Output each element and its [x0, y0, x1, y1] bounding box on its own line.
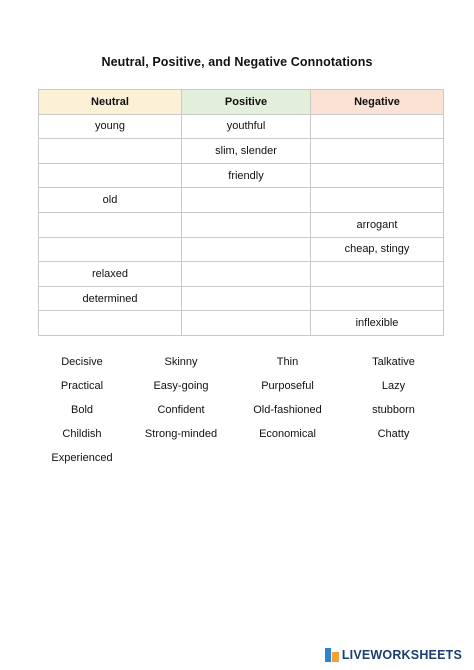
word-bank-item[interactable]: Old-fashioned [253, 404, 322, 416]
header-negative: Negative [311, 90, 444, 115]
table-row [39, 188, 444, 213]
table-row [39, 237, 444, 262]
table-cell[interactable]: young [39, 114, 182, 139]
table-row [39, 212, 444, 237]
liveworksheets-logo [325, 648, 462, 662]
word-bank-item[interactable]: Skinny [164, 356, 198, 368]
word-bank-item[interactable]: stubborn [372, 404, 415, 416]
table-row [39, 163, 444, 188]
table-cell[interactable] [39, 237, 182, 262]
table-cell[interactable] [39, 139, 182, 164]
table-header-row [39, 90, 444, 115]
word-bank-item[interactable]: Thin [276, 356, 299, 368]
word-bank-item[interactable]: Bold [70, 404, 94, 416]
table-cell[interactable]: old [39, 188, 182, 213]
word-bank-item[interactable]: Easy-going [153, 380, 209, 392]
word-bank-item[interactable]: Talkative [372, 356, 415, 368]
table-cell[interactable] [39, 311, 182, 336]
word-bank [38, 350, 448, 470]
table-row [39, 139, 444, 164]
table-cell[interactable]: friendly [182, 163, 311, 188]
word-bank-item[interactable]: Childish [62, 428, 102, 440]
table-cell[interactable] [311, 114, 444, 139]
table-row [39, 262, 444, 287]
table-row [39, 114, 444, 139]
table-cell[interactable] [182, 262, 311, 287]
table-cell[interactable] [182, 286, 311, 311]
word-bank-item[interactable]: Experienced [51, 452, 113, 464]
table-cell[interactable] [311, 286, 444, 311]
table-cell[interactable] [311, 139, 444, 164]
table-cell[interactable] [182, 311, 311, 336]
header-positive: Positive [182, 90, 311, 115]
word-bank-item[interactable]: Strong-minded [144, 428, 218, 440]
word-bank-item[interactable]: Practical [60, 380, 104, 392]
table-cell[interactable] [182, 237, 311, 262]
word-bank-item[interactable]: Confident [157, 404, 205, 416]
logo-text: LIVEWORKSHEETS [341, 648, 462, 662]
page-title: Neutral, Positive, and Negative Connotations [101, 55, 373, 69]
table-cell[interactable] [311, 262, 444, 287]
connotations-table [38, 89, 444, 336]
table-row [39, 286, 444, 311]
table-row [39, 311, 444, 336]
table-cell[interactable] [39, 212, 182, 237]
liveworksheets-logo-icon [325, 648, 339, 662]
word-bank-item[interactable]: Chatty [377, 428, 410, 440]
word-bank-item[interactable]: Economical [259, 428, 316, 440]
table-cell[interactable] [182, 212, 311, 237]
word-bank-item[interactable]: Lazy [381, 380, 406, 392]
table-cell[interactable]: determined [39, 286, 182, 311]
header-neutral: Neutral [39, 90, 182, 115]
table-cell[interactable]: relaxed [39, 262, 182, 287]
table-cell[interactable] [311, 188, 444, 213]
table-cell[interactable]: arrogant [311, 212, 444, 237]
table-cell[interactable] [182, 188, 311, 213]
word-bank-item[interactable]: Decisive [61, 356, 103, 368]
table-cell[interactable] [311, 163, 444, 188]
table-cell[interactable]: cheap, stingy [311, 237, 444, 262]
table-cell[interactable]: slim, slender [182, 139, 311, 164]
word-bank-item[interactable]: Purposeful [261, 380, 314, 392]
table-cell[interactable]: youthful [182, 114, 311, 139]
table-cell[interactable] [39, 163, 182, 188]
table-cell[interactable]: inflexible [311, 311, 444, 336]
